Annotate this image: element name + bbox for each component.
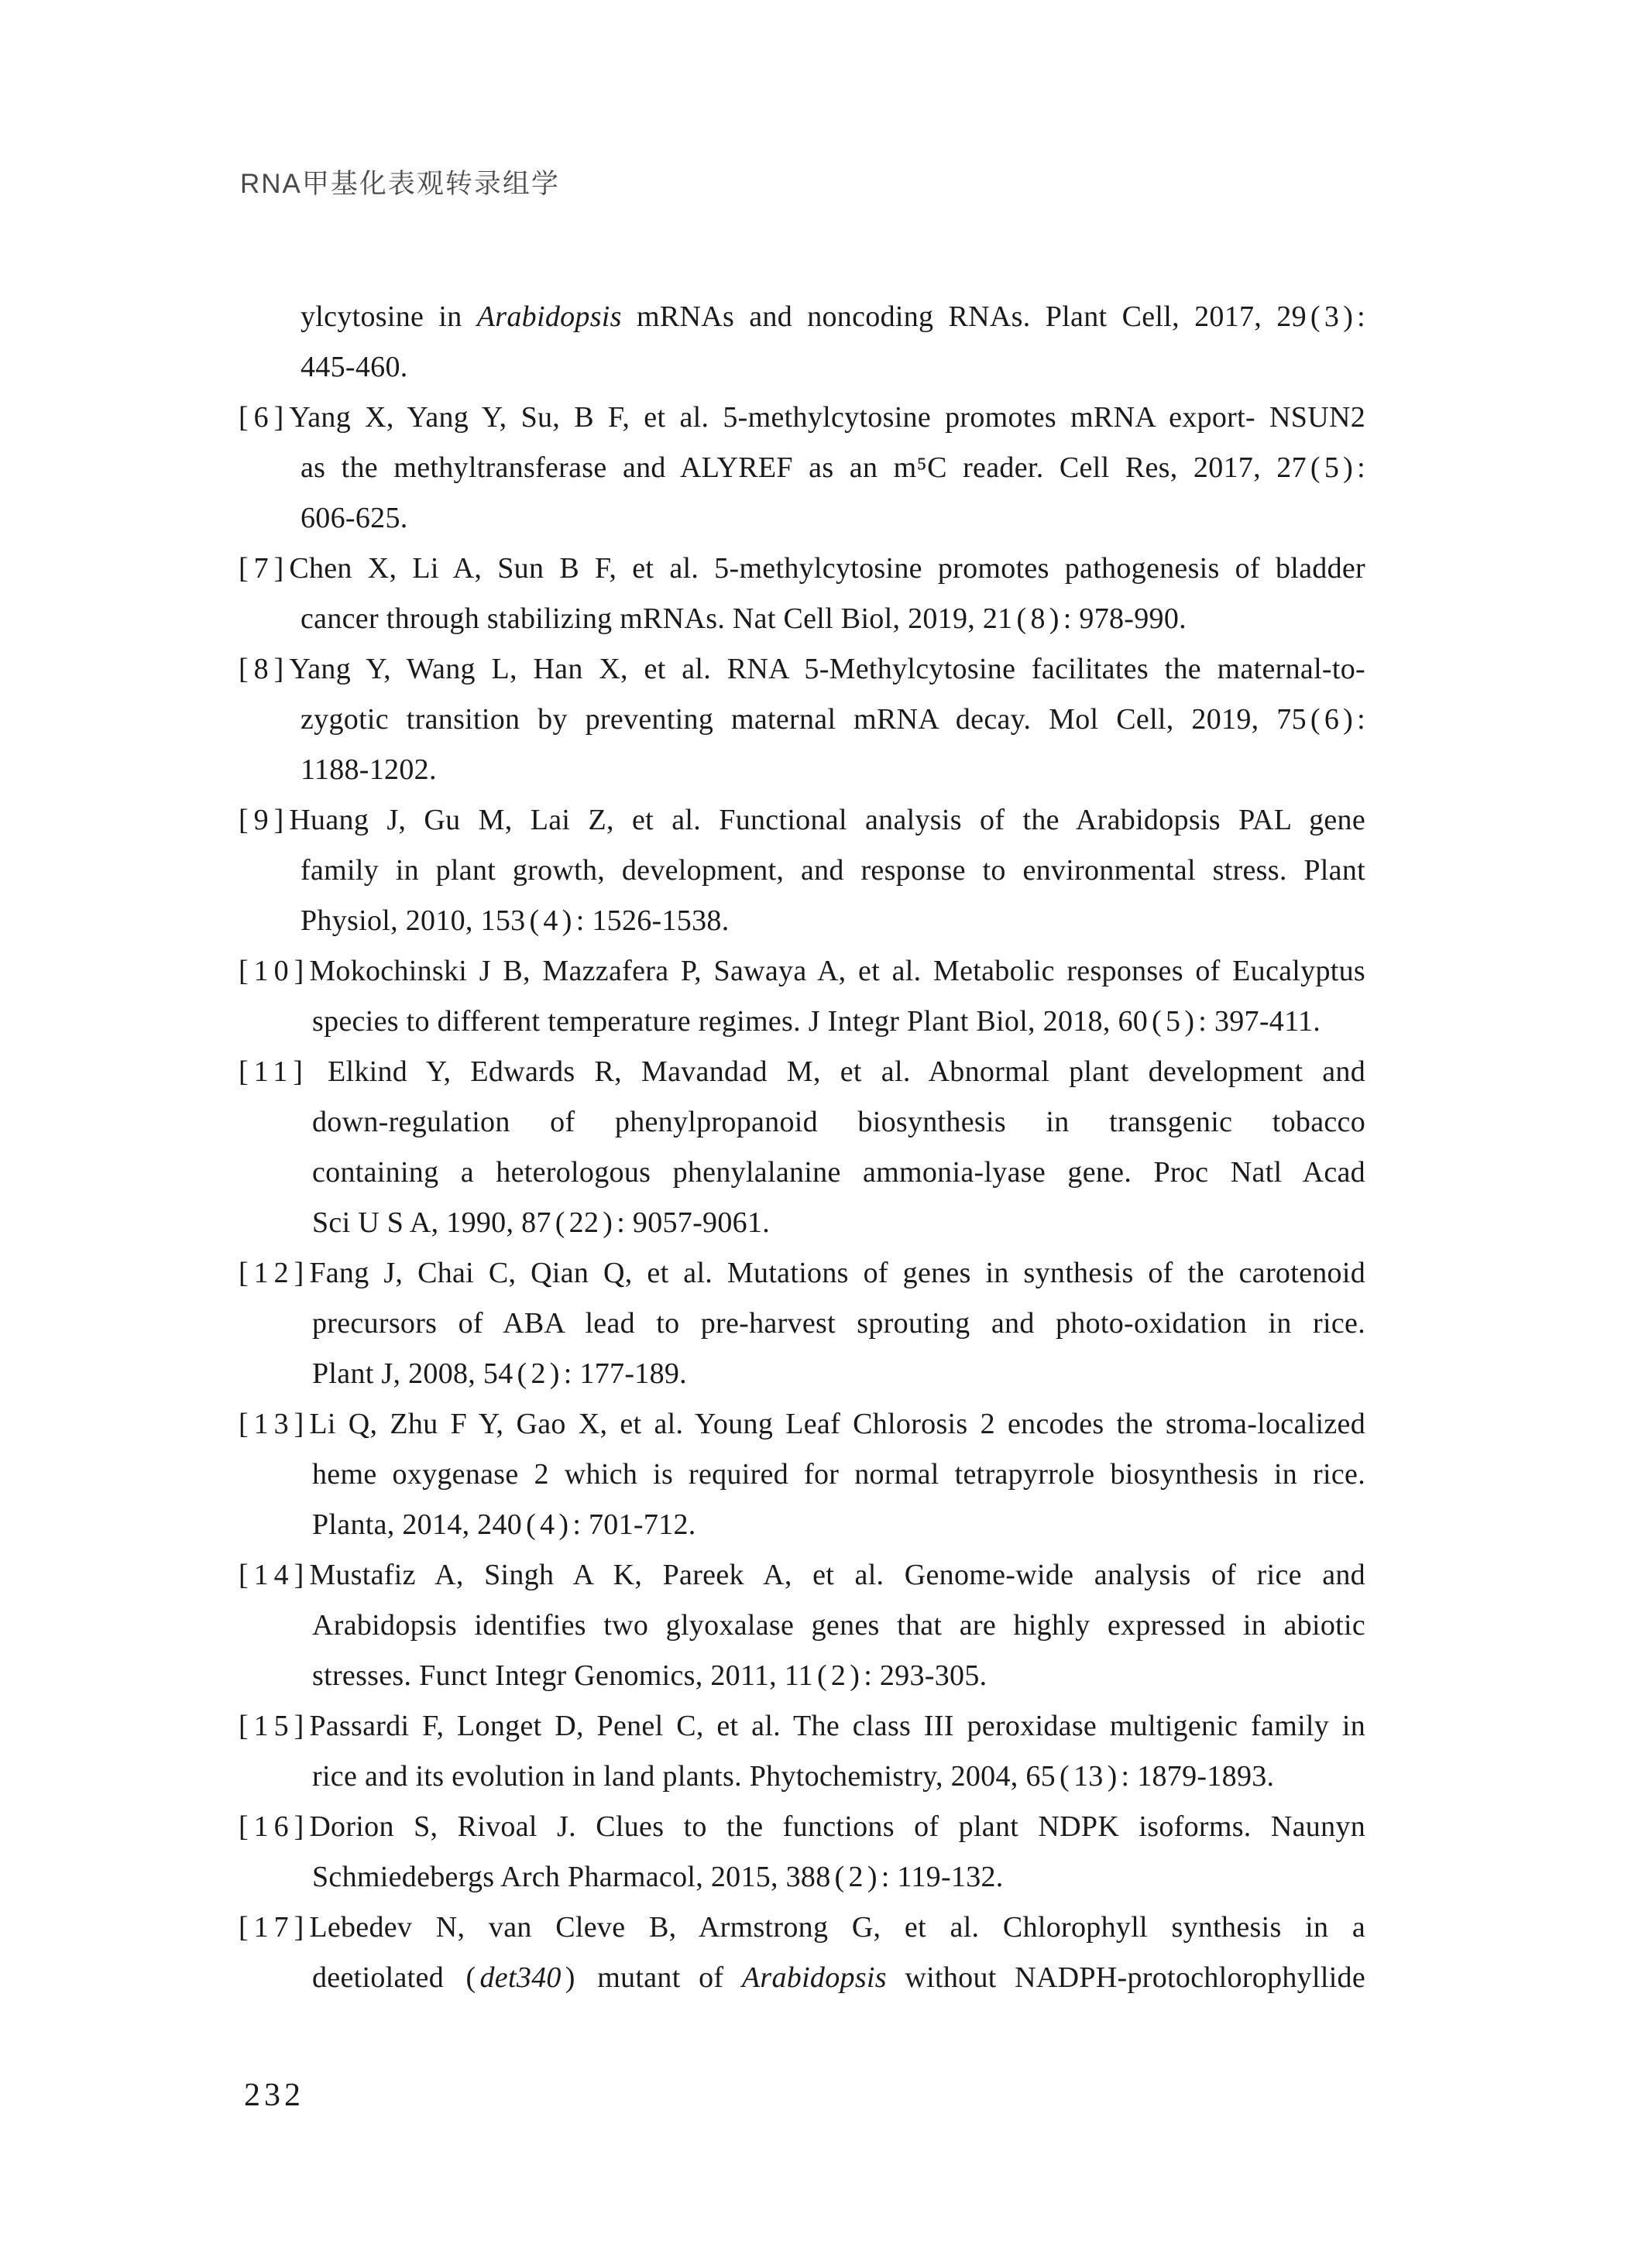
wide-paren-close: ) <box>1107 1760 1118 1793</box>
page-number: 232 <box>244 2078 304 2113</box>
reference-line: [10]Mokochinski J B, Mazzafera P, Sawaya A, et al. Metabolic responses of Eucalyptus <box>239 955 1365 987</box>
reference-item <box>239 946 1365 1047</box>
reference-item <box>239 544 1365 644</box>
reference-line: Physiol, 2010, 153 ( 4 ) : 1526-1538. <box>301 904 730 937</box>
reference-line: [9]Huang J, Gu M, Lai Z, et al. Functional analysis of the Arabidopsis PAL gene <box>239 804 1365 836</box>
reference-number: [6] <box>239 401 290 434</box>
reference-number: [11] <box>239 1055 308 1088</box>
wide-paren-open: ( <box>834 1861 845 1893</box>
wide-paren-close: ) <box>867 1861 878 1893</box>
reference-line: 445-460. <box>301 351 408 383</box>
reference-item <box>239 292 1365 393</box>
reference-line: [14]Mustafiz A, Singh A K, Pareek A, et al. Genome-wide analysis of rice and <box>239 1559 1365 1591</box>
wide-paren-close: ) <box>1343 300 1354 333</box>
reference-item <box>239 1802 1365 1903</box>
reference-line: species to different temperature regimes. J Integr Plant Biol, 2018, 60 ( 5 ) : 397-411. <box>312 1005 1321 1038</box>
reference-line: [13]Li Q, Zhu F Y, Gao X, et al. Young Leaf Chlorosis 2 encodes the stroma-localized <box>239 1408 1365 1440</box>
reference-item <box>239 393 1365 544</box>
wide-paren-close: ) <box>1049 602 1060 635</box>
reference-line: [16]Dorion S, Rivoal J. Clues to the functions of plant NDPK isoforms. Naunyn <box>239 1810 1365 1843</box>
wide-paren-open: ( <box>1016 602 1027 635</box>
reference-line: rice and its evolution in land plants. Phytochemistry, 2004, 65 ( 13 ) : 1879-1893. <box>312 1760 1275 1793</box>
wide-paren-open: ( <box>517 1357 527 1390</box>
reference-line: [8]Yang Y, Wang L, Han X, et al. RNA 5-Methylcytosine facilitates the maternal-to- <box>239 653 1365 685</box>
reference-item <box>239 644 1365 795</box>
reference-line: precursors of ABA lead to pre-harvest sprouting and photo-oxidation in rice. <box>312 1307 1365 1340</box>
reference-number: [16] <box>239 1810 310 1843</box>
reference-number: [13] <box>239 1408 310 1440</box>
reference-line: containing a heterologous phenylalanine ammonia-lyase gene. Proc Natl Acad <box>312 1156 1365 1189</box>
reference-line: ylcytosine in Arabidopsis mRNAs and noncoding RNAs. Plant Cell, 2017, 29 ( 3 ) : <box>301 300 1366 333</box>
reference-line: [12]Fang J, Chai C, Qian Q, et al. Mutations of genes in synthesis of the carotenoid <box>239 1257 1365 1289</box>
wide-paren-close: ) <box>562 904 572 937</box>
reference-item <box>239 1047 1365 1248</box>
reference-line: 1188-1202. <box>301 753 437 786</box>
reference-number: [7] <box>239 552 290 585</box>
wide-paren-close: ) <box>850 1659 860 1692</box>
reference-line: zygotic transition by preventing maternal mRNA decay. Mol Cell, 2019, 75 ( 6 ) : <box>301 703 1365 736</box>
reference-line: [11] Elkind Y, Edwards R, Mavandad M, et al. Abnormal plant development and <box>239 1055 1365 1088</box>
reference-number: [14] <box>239 1559 310 1591</box>
reference-number: [8] <box>239 653 290 685</box>
reference-line: deetiolated ( det340 ) mutant of Arabidopsis without NADPH-protochlorophyllide <box>312 1961 1366 1994</box>
wide-paren-open: ( <box>1310 300 1321 333</box>
wide-paren-open: ( <box>816 1659 827 1692</box>
reference-number: [10] <box>239 955 310 987</box>
wide-paren-open: ( <box>465 1961 476 1994</box>
reference-number: [17] <box>239 1911 310 1944</box>
wide-paren-close: ) <box>1343 703 1354 736</box>
wide-paren-close: ) <box>603 1206 613 1239</box>
reference-line: family in plant growth, development, and response to environmental stress. Plant <box>301 854 1365 887</box>
reference-line: Sci U S A, 1990, 87 ( 22 ) : 9057-9061. <box>312 1206 771 1239</box>
wide-paren-close: ) <box>1343 451 1354 484</box>
wide-paren-close: ) <box>558 1508 569 1541</box>
wide-paren-open: ( <box>1152 1005 1163 1038</box>
wide-paren-open: ( <box>1059 1760 1070 1793</box>
reference-line: cancer through stabilizing mRNAs. Nat Cell Biol, 2019, 21 ( 8 ) : 978-990. <box>301 602 1187 635</box>
reference-line: Schmiedebergs Arch Pharmacol, 2015, 388 ( 2 ) : 119-132. <box>312 1861 1004 1893</box>
reference-line: stresses. Funct Integr Genomics, 2011, 11 ( 2 ) : 293-305. <box>312 1659 987 1692</box>
reference-item <box>239 1248 1365 1399</box>
wide-paren-open: ( <box>555 1206 565 1239</box>
reference-item <box>239 1903 1365 2003</box>
wide-paren-open: ( <box>1310 703 1321 736</box>
wide-paren-open: ( <box>526 1508 537 1541</box>
reference-line: Planta, 2014, 240 ( 4 ) : 701-712. <box>312 1508 696 1541</box>
reference-line: down-regulation of phenylpropanoid biosynthesis in transgenic tobacco <box>312 1106 1365 1138</box>
references-list <box>239 292 1365 2003</box>
reference-line: [15]Passardi F, Longet D, Penel C, et al. The class III peroxidase multigenic family in <box>239 1710 1365 1742</box>
reference-line: 606-625. <box>301 502 408 534</box>
reference-line: [6]Yang X, Yang Y, Su, B F, et al. 5-methylcytosine promotes mRNA export- NSUN2 <box>239 401 1365 434</box>
reference-line: Plant J, 2008, 54 ( 2 ) : 177-189. <box>312 1357 687 1390</box>
reference-number: [9] <box>239 804 290 836</box>
reference-line: [17]Lebedev N, van Cleve B, Armstrong G, et al. Chlorophyll synthesis in a <box>239 1911 1365 1944</box>
wide-paren-close: ) <box>1184 1005 1195 1038</box>
wide-paren-close: ) <box>565 1961 575 1994</box>
wide-paren-open: ( <box>1310 451 1321 484</box>
reference-number: [15] <box>239 1710 310 1742</box>
reference-line: heme oxygenase 2 which is required for normal tetrapyrrole biosynthesis in rice. <box>312 1458 1365 1491</box>
reference-item <box>239 1399 1365 1550</box>
reference-line: as the methyltransferase and ALYREF as an m⁵C reader. Cell Res, 2017, 27 ( 5 ) : <box>301 451 1365 484</box>
reference-item <box>239 1701 1365 1802</box>
reference-line: [7]Chen X, Li A, Sun B F, et al. 5-methylcytosine promotes pathogenesis of bladder <box>239 552 1365 585</box>
reference-number: [12] <box>239 1257 310 1289</box>
wide-paren-close: ) <box>549 1357 560 1390</box>
wide-paren-open: ( <box>529 904 540 937</box>
reference-item <box>239 795 1365 946</box>
running-header: RNA甲基化表观转录组学 <box>240 169 560 199</box>
reference-line: Arabidopsis identifies two glyoxalase genes that are highly expressed in abiotic <box>312 1609 1365 1642</box>
reference-item <box>239 1550 1365 1701</box>
